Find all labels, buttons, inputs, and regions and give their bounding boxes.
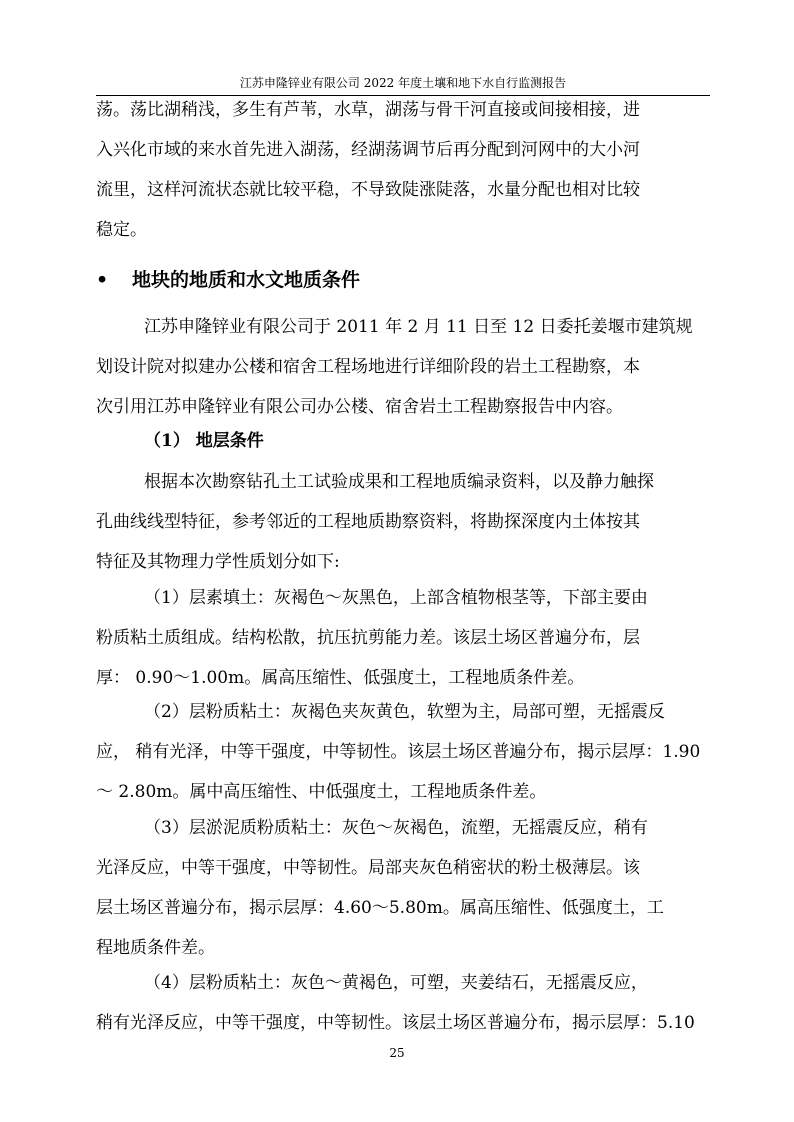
text-line: 稍有光泽反应，中等干强度，中等韧性。该层土场区普遍分布，揭示层厚：5.10 <box>96 1013 695 1033</box>
text-line: 次引用江苏申隆锌业有限公司办公楼、宿舍岩土工程勘察报告中内容。 <box>96 397 623 417</box>
text-line: 层土场区普遍分布，揭示层厚：4.60～5.80m。属高压缩性、低强度土，工 <box>96 898 664 918</box>
text-line: 荡。荡比湖稍浅，多生有芦苇，水草，湖荡与骨干河直接或间接相接，进 <box>96 100 640 120</box>
bullet-icon: • <box>96 269 109 291</box>
text-line: 程地质条件差。 <box>96 938 215 958</box>
running-header: 江苏申隆锌业有限公司 2022 年度土壤和地下水自行监测报告 <box>96 75 710 96</box>
text-line: 厚： 0.90～1.00m。属高压缩性、低强度土，工程地质条件差。 <box>96 668 585 688</box>
section-intro-paragraph <box>96 307 710 427</box>
layer-4-paragraph <box>96 963 710 1043</box>
text-line: 应， 稍有光泽，中等干强度，中等韧性。该层土场区普遍分布，揭示层厚：1.90 <box>96 742 701 762</box>
text-line: 根据本次勘察钻孔土工试验成果和工程地质编录资料，以及静力触探 <box>144 472 654 492</box>
text-line: （4）层粉质粘土：灰色～黄褐色，可塑，夹姜结石，无摇震反应， <box>144 973 648 993</box>
text-line: 孔曲线线型特征，参考邻近的工程地质勘察资料，将勘探深度内土体按其 <box>96 512 640 532</box>
text-line: （2）层粉质粘土：灰褐色夹灰黄色，软塑为主，局部可塑，无摇震反 <box>144 702 665 722</box>
text-line: （3）层淤泥质粉质粘土：灰色～灰褐色，流塑，无摇震反应，稍有 <box>144 818 648 838</box>
section-heading <box>96 266 360 294</box>
intro-paragraph <box>96 90 710 250</box>
layer-1-paragraph <box>96 578 710 698</box>
layer-2-paragraph <box>96 692 710 812</box>
text-line: 流里，这样河流状态就比较平稳，不导致陡涨陡落，水量分配也相对比较 <box>96 180 640 200</box>
text-line: 稳定。 <box>96 220 147 240</box>
text-line: 粉质粘土质组成。结构松散，抗压抗剪能力差。该层土场区普遍分布，层 <box>96 628 640 648</box>
text-line: ～ 2.80m。属中高压缩性、中低强度土，工程地质条件差。 <box>96 782 547 802</box>
text-line: 划设计院对拟建办公楼和宿舍工程场地进行详细阶段的岩土工程勘察，本 <box>96 357 640 377</box>
layer-3-paragraph <box>96 808 710 968</box>
text-line: 特征及其物理力学性质划分如下: <box>96 552 340 572</box>
text-line: 入兴化市域的来水首先进入湖荡，经湖荡调节后再分配到河网中的大小河 <box>96 140 640 160</box>
text-line: （1）层素填土：灰褐色～灰黑色，上部含植物根茎等，下部主要由 <box>144 588 648 608</box>
section-title: 地块的地质和水文地质条件 <box>132 269 361 291</box>
text-line: 江苏申隆锌业有限公司于 2011 年 2 月 11 日至 12 日委托姜堰市建筑规 <box>144 317 693 337</box>
page-number: 25 <box>389 1046 405 1060</box>
strata-intro-paragraph <box>96 462 710 582</box>
text-line: 光泽反应，中等干强度，中等韧性。局部夹灰色稍密状的粉土极薄层。该 <box>96 858 640 878</box>
subsection-heading: （1） 地层条件 <box>144 431 264 451</box>
